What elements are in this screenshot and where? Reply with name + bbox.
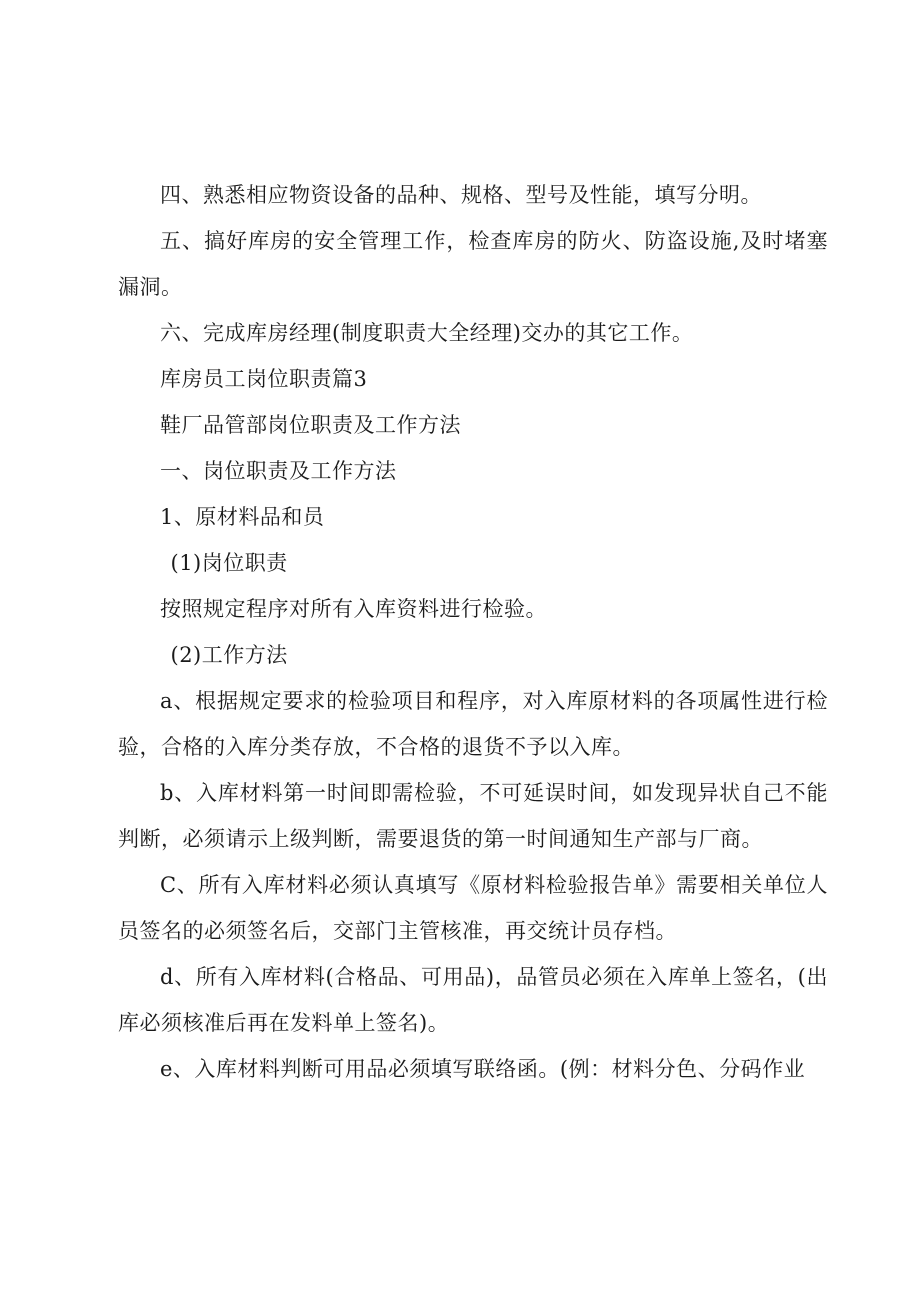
method-item-e: e、入库材料判断可用品必须填写联络函。(例：材料分色、分码作业 — [160, 1057, 806, 1081]
subsection-heading: 1、原材料品和员 — [160, 505, 325, 529]
chapter-heading: 一、岗位职责及工作方法 — [160, 459, 397, 483]
paragraph-item-4: 四、熟悉相应物资设备的品种、规格、型号及性能，填写分明。 — [160, 183, 762, 207]
method-item-c: C、所有入库材料必须认真填写《原材料检验报告单》需要相关单位人员签名的必须签名后，交部门主管核准，再交统计员存档。 — [118, 873, 828, 943]
document-body — [118, 172, 828, 1092]
method-item-b: b、入库材料第一时间即需检验，不可延误时间，如发现异状自己不能判断，必须请示上级判断，需要退货的第一时间通知生产部与厂商。 — [118, 781, 828, 851]
paragraph-item-5: 五、搞好库房的安全管理工作，检查库房的防火、防盗设施,及时堵塞漏洞。 — [118, 229, 828, 299]
paragraph-item-6: 六、完成库房经理(制度职责大全经理)交办的其它工作。 — [160, 321, 694, 345]
methods-heading: (2)工作方法 — [170, 643, 288, 667]
section-heading: 库房员工岗位职责篇3 — [160, 367, 368, 391]
responsibilities-text: 按照规定程序对所有入库资料进行检验。 — [160, 597, 547, 621]
document-title: 鞋厂品管部岗位职责及工作方法 — [160, 413, 461, 437]
method-item-d: d、所有入库材料(合格品、可用品)，品管员必须在入库单上签名，(出库必须核准后再在发料单上签名)。 — [118, 965, 828, 1035]
method-item-a: a、根据规定要求的检验项目和程序，对入库原材料的各项属性进行检验，合格的入库分类存放，不合格的退货不予以入库。 — [118, 689, 828, 759]
responsibilities-heading: (1)岗位职责 — [170, 551, 288, 575]
